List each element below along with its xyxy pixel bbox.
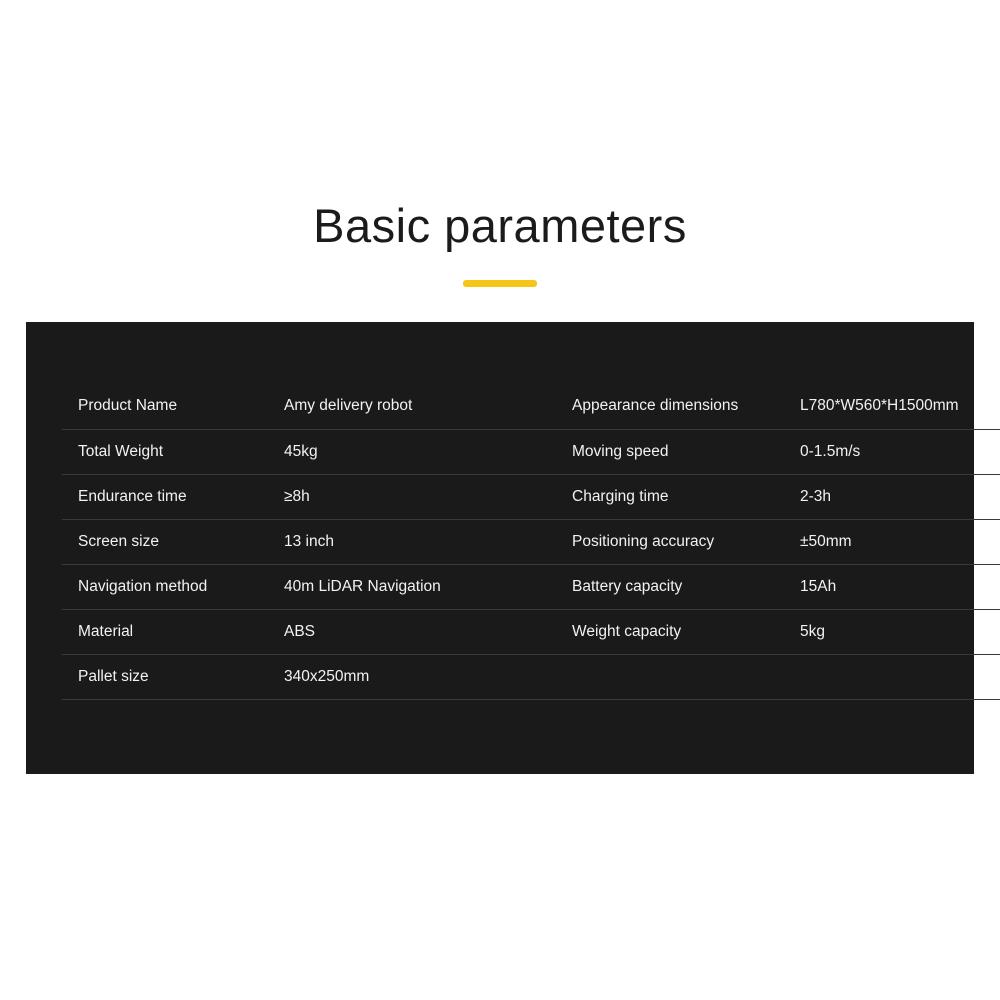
specifications-table [62,384,1000,700]
spec-value: L780*W560*H1500mm [784,384,1000,429]
title-underline-accent [463,280,537,287]
spec-label: Charging time [556,474,784,519]
page-heading [0,200,1000,287]
spec-value: 40m LiDAR Navigation [268,564,556,609]
table-row [62,609,1000,654]
spec-value: 0-1.5m/s [784,429,1000,474]
spec-label-empty [556,654,784,699]
spec-value: ≥8h [268,474,556,519]
spec-value: 45kg [268,429,556,474]
spec-value: 340x250mm [268,654,556,699]
spec-value-empty [784,654,1000,699]
spec-value: 2-3h [784,474,1000,519]
spec-label: Endurance time [62,474,268,519]
spec-label: Pallet size [62,654,268,699]
spec-label: Material [62,609,268,654]
spec-label: Positioning accuracy [556,519,784,564]
spec-value: 15Ah [784,564,1000,609]
spec-label: Product Name [62,384,268,429]
spec-label: Battery capacity [556,564,784,609]
table-row [62,564,1000,609]
spec-value: ABS [268,609,556,654]
specifications-table-body [62,384,1000,699]
spec-label: Appearance dimensions [556,384,784,429]
spec-label: Screen size [62,519,268,564]
spec-label: Weight capacity [556,609,784,654]
spec-label: Total Weight [62,429,268,474]
table-row [62,474,1000,519]
spec-value: 13 inch [268,519,556,564]
spec-label: Moving speed [556,429,784,474]
spec-value: Amy delivery robot [268,384,556,429]
table-row [62,654,1000,699]
table-row [62,519,1000,564]
spec-label: Navigation method [62,564,268,609]
spec-value: ±50mm [784,519,1000,564]
table-row [62,429,1000,474]
table-row [62,384,1000,429]
specifications-panel [26,322,974,774]
spec-value: 5kg [784,609,1000,654]
page-title: Basic parameters [313,199,687,252]
